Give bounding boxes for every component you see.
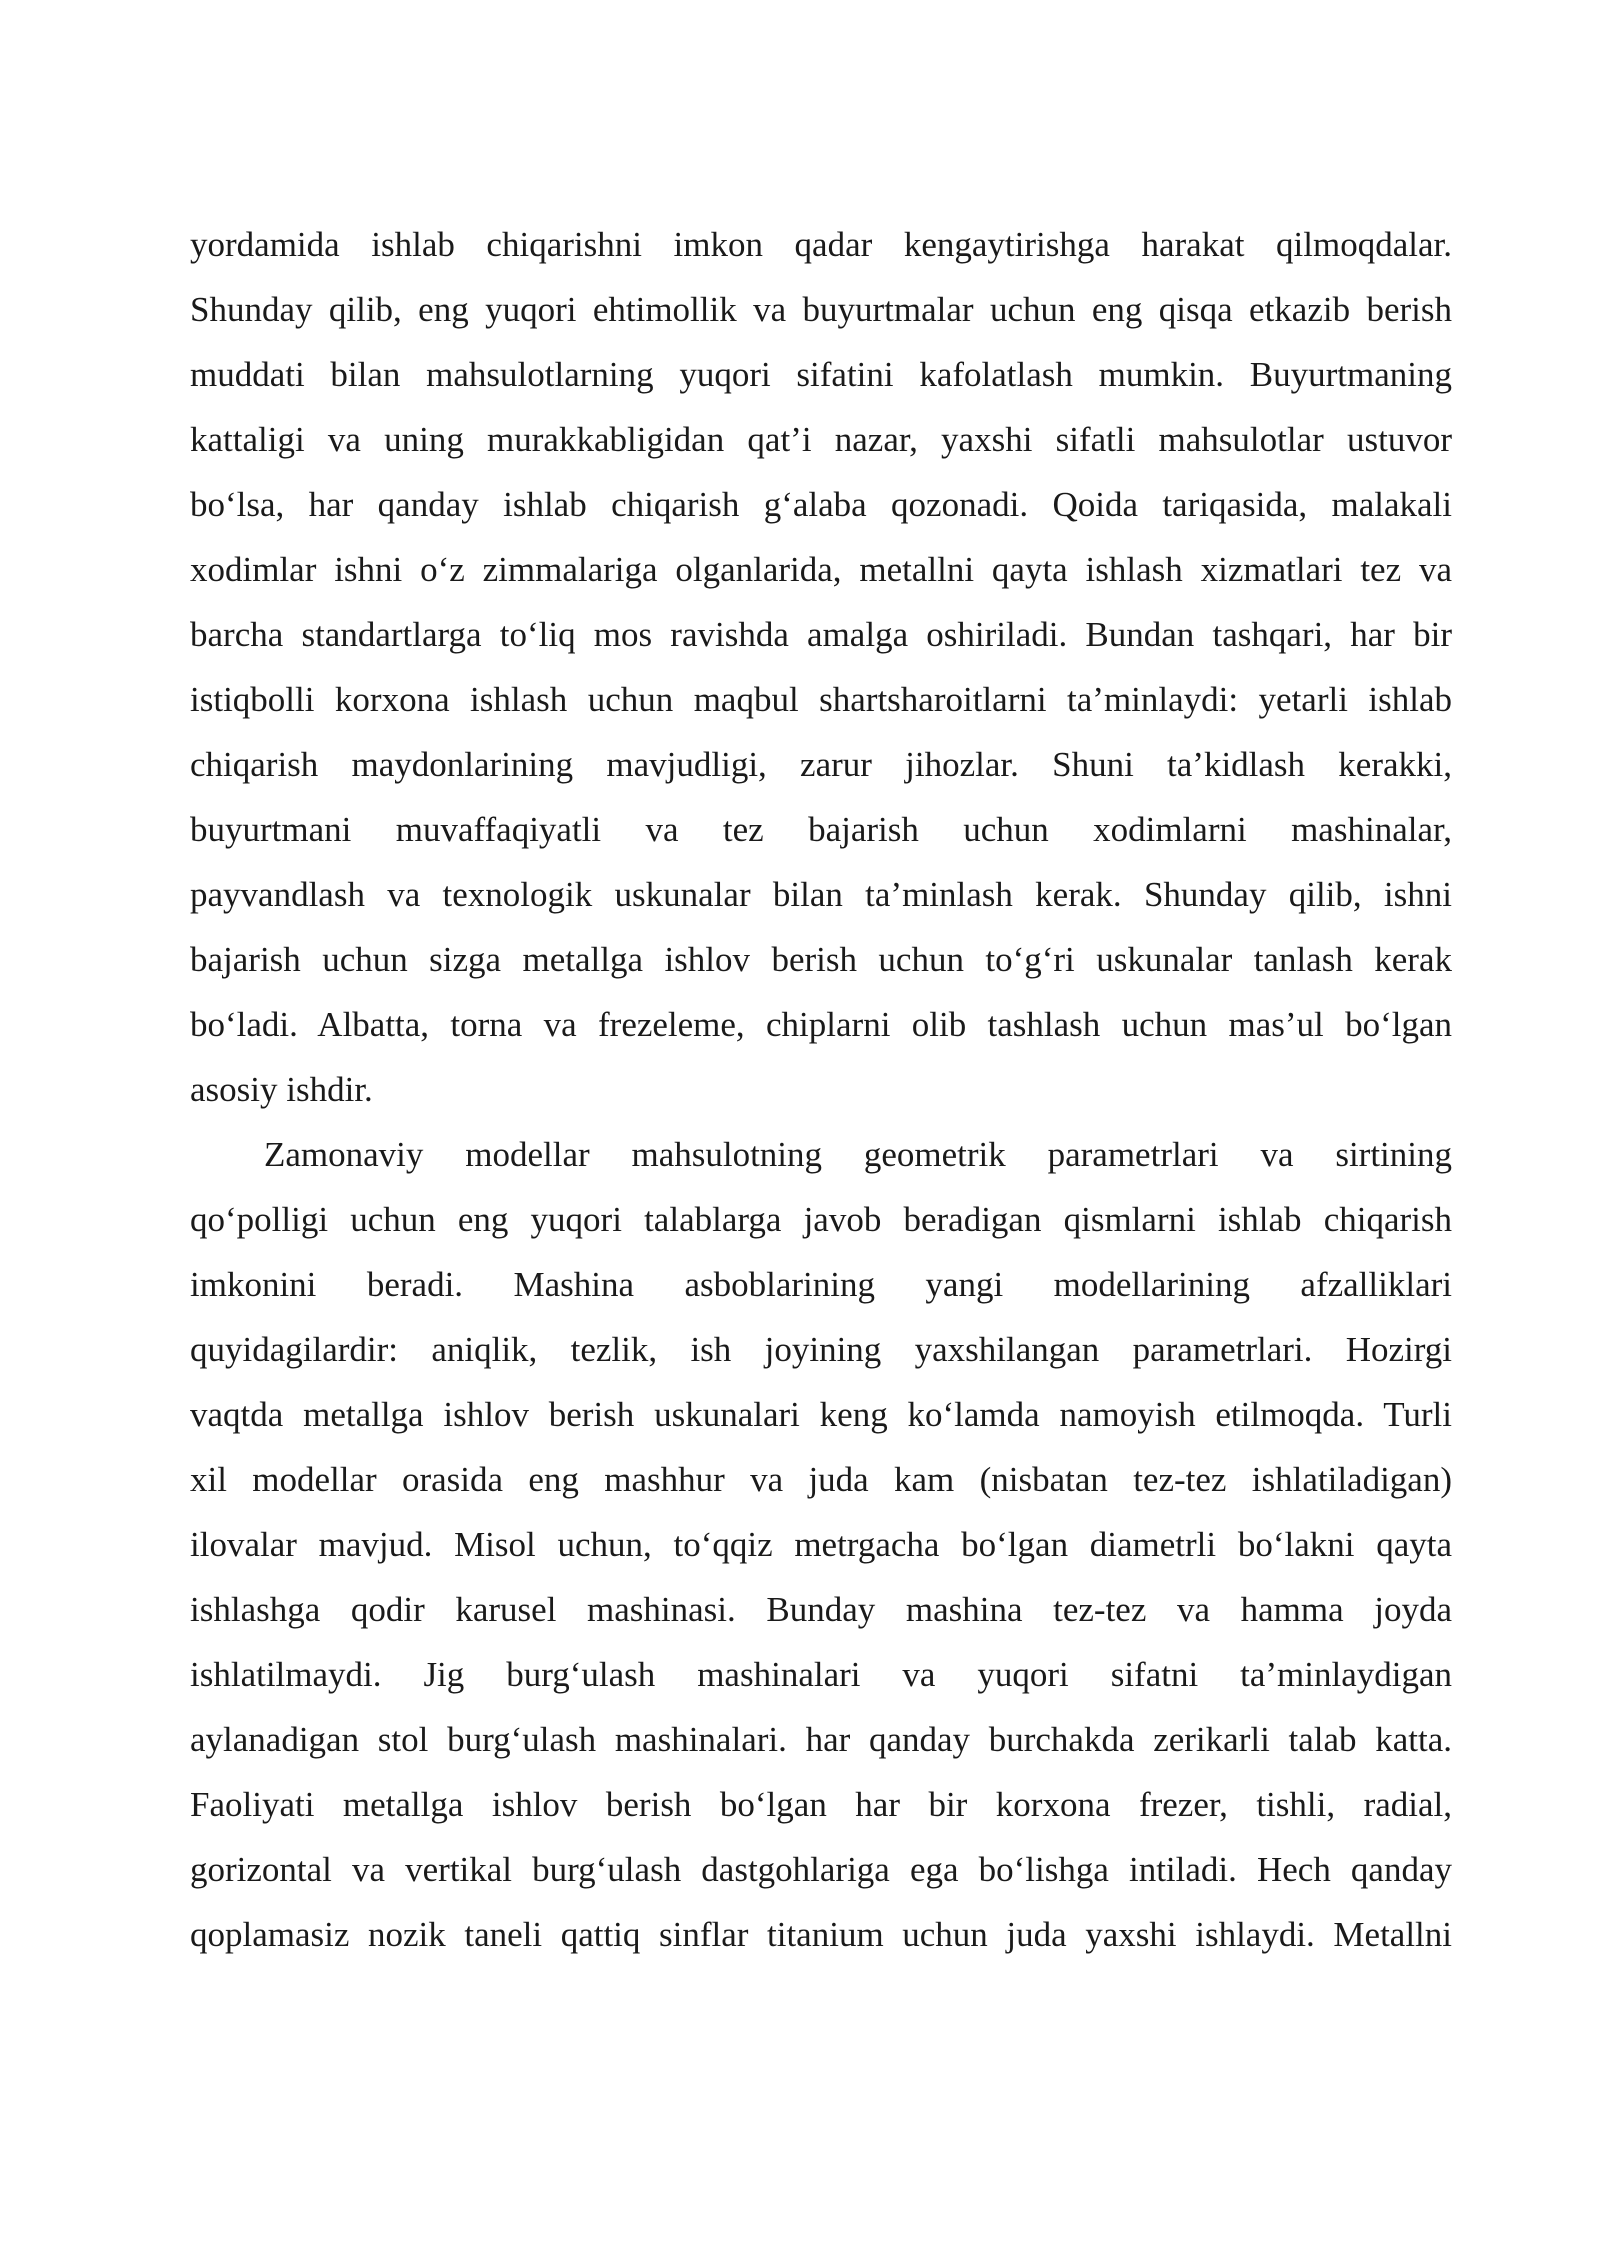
text-line: aylanadigan stol burg‘ulash mashinalari. har qanday burchakda zerikarli talab katta.	[190, 1720, 1452, 1759]
text-line: xil modellar orasida eng mashhur va juda kam (nisbatan tez-tez ishlatiladigan)	[190, 1460, 1452, 1499]
text-line: yordamida ishlab chiqarishni imkon qadar kengaytirishga harakat qilmoqdalar.	[190, 225, 1452, 264]
text-line: vaqtda metallga ishlov berish uskunalari keng ko‘lamda namoyish etilmoqda. Turli	[190, 1395, 1452, 1434]
text-line: imkonini beradi. Mashina asboblarining yangi modellarining afzalliklari	[190, 1265, 1452, 1304]
text-line: Faoliyati metallga ishlov berish bo‘lgan har bir korxona frezer, tishli, radial,	[190, 1785, 1452, 1824]
text-line: bo‘lsa, har qanday ishlab chiqarish g‘alaba qozonadi. Qoida tariqasida, malakali	[190, 485, 1452, 524]
text-line: xodimlar ishni o‘z zimmalariga olganlarida, metallni qayta ishlash xizmatlari tez va	[190, 550, 1452, 589]
text-line: barcha standartlarga to‘liq mos ravishda amalga oshiriladi. Bundan tashqari, har bir	[190, 615, 1452, 654]
text-line: ishlashga qodir karusel mashinasi. Bunday mashina tez-tez va hamma joyda	[190, 1590, 1452, 1629]
text-line: ishlatilmaydi. Jig burg‘ulash mashinalari va yuqori sifatni ta’minlaydigan	[190, 1655, 1452, 1694]
text-line: Shunday qilib, eng yuqori ehtimollik va buyurtmalar uchun eng qisqa etkazib berish	[190, 290, 1452, 329]
text-line-indented: Zamonaviy modellar mahsulotning geometrik parametrlari va sirtining	[264, 1135, 1452, 1174]
body-text	[190, 212, 1452, 1967]
text-line: asosiy ishdir.	[190, 1070, 373, 1109]
text-line: gorizontal va vertikal burg‘ulash dastgohlariga ega bo‘lishga intiladi. Hech qanday	[190, 1850, 1452, 1889]
text-line: istiqbolli korxona ishlash uchun maqbul shartsharoitlarni ta’minlaydi: yetarli ishlab	[190, 680, 1452, 719]
text-line: qo‘polligi uchun eng yuqori talablarga javob beradigan qismlarni ishlab chiqarish	[190, 1200, 1452, 1239]
text-line: quyidagilardir: aniqlik, tezlik, ish joyining yaxshilangan parametrlari. Hozirgi	[190, 1330, 1452, 1369]
text-line: bo‘ladi. Albatta, torna va frezeleme, chiplarni olib tashlash uchun mas’ul bo‘lgan	[190, 1005, 1452, 1044]
text-line: kattaligi va uning murakkabligidan qat’i nazar, yaxshi sifatli mahsulotlar ustuvor	[190, 420, 1452, 459]
text-line: muddati bilan mahsulotlarning yuqori sifatini kafolatlash mumkin. Buyurtmaning	[190, 355, 1452, 394]
paragraph-1	[190, 212, 1452, 1122]
text-line: buyurtmani muvaffaqiyatli va tez bajarish uchun xodimlarni mashinalar,	[190, 810, 1452, 849]
text-line: chiqarish maydonlarining mavjudligi, zarur jihozlar. Shuni ta’kidlash kerakki,	[190, 745, 1452, 784]
text-line: ilovalar mavjud. Misol uchun, to‘qqiz metrgacha bo‘lgan diametrli bo‘lakni qayta	[190, 1525, 1452, 1564]
text-line: payvandlash va texnologik uskunalar bilan ta’minlash kerak. Shunday qilib, ishni	[190, 875, 1452, 914]
text-line: bajarish uchun sizga metallga ishlov berish uchun to‘g‘ri uskunalar tanlash kerak	[190, 940, 1452, 979]
paragraph-2	[190, 1122, 1452, 1967]
text-line: qoplamasiz nozik taneli qattiq sinflar titanium uchun juda yaxshi ishlaydi. Metallni	[190, 1915, 1452, 1954]
